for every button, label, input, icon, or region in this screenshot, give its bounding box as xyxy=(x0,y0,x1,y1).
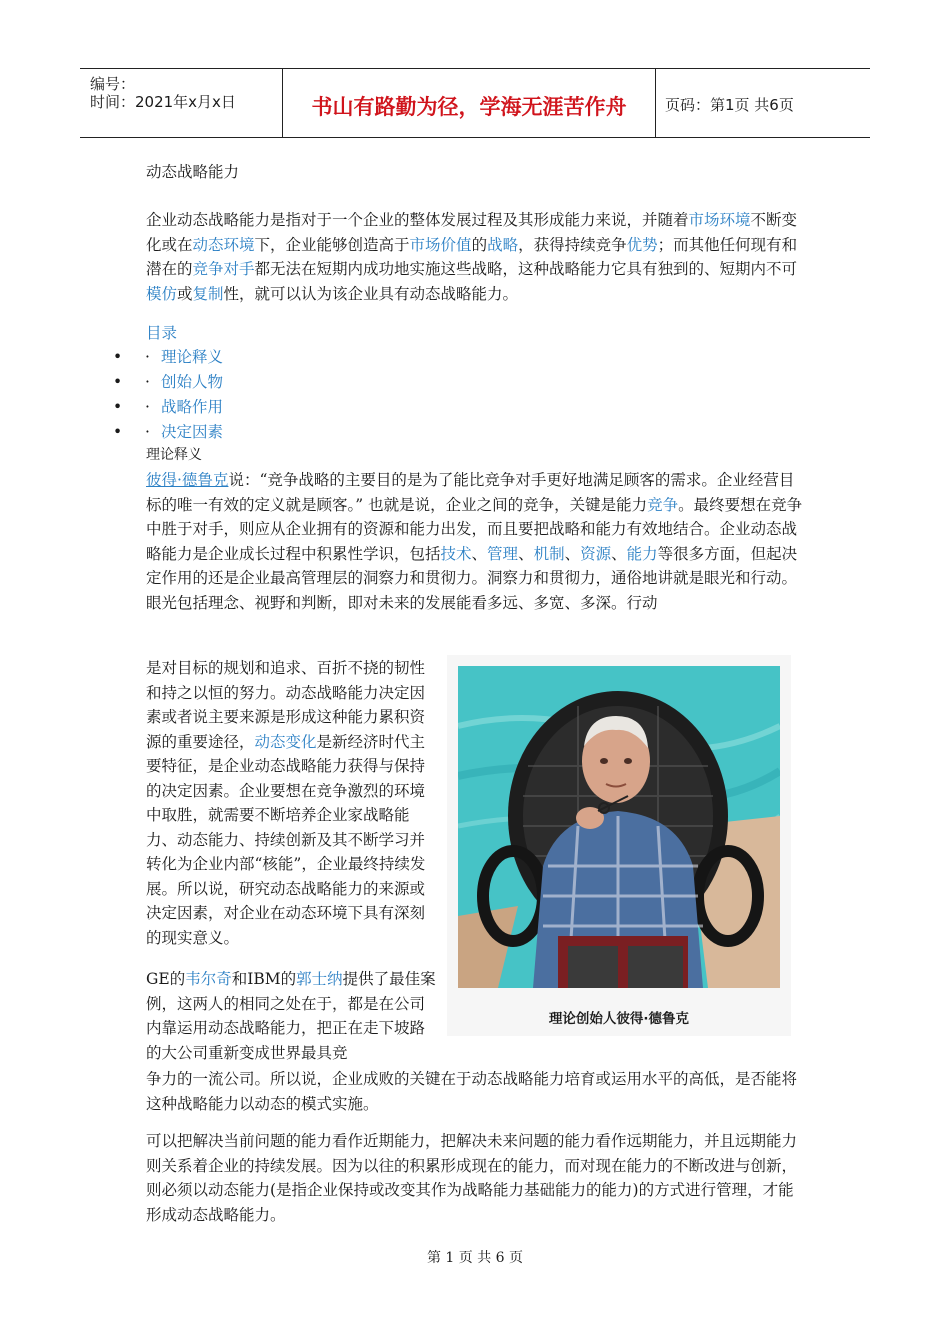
text-run: 是新经济时代主要特征，是企业动态战略能力获得与保持的决定因素。企业要想在竞争激烈的环境中取胜，就需要不断培养企业家战略能力、动态能力、持续创新及其不断学习并转化为企业内部“核能”，企业最终持续发展。所以说，研究动态战略能力的来源或决定因素，对企业在动态环境下具有深刻的现实意义。 xyxy=(146,732,426,947)
inline-link[interactable]: 资源 xyxy=(580,544,612,563)
toc-dot: · xyxy=(145,348,150,366)
wrapped-paragraph xyxy=(146,656,436,950)
case-paragraph-continued: 争力的一流公司。所以说，企业成败的关键在于动态战略能力培育或运用水平的高低，是否能将这种战略能力以动态的模式实施。 xyxy=(146,1070,798,1113)
inline-link[interactable]: 韦尔奇 xyxy=(185,970,232,988)
inline-link[interactable]: 管理 xyxy=(487,544,519,563)
header-left-cell xyxy=(80,69,282,137)
case-paragraph xyxy=(146,967,436,1065)
doc-time-label: 时间：2021年x月x日 xyxy=(90,93,236,111)
inline-link[interactable]: 复制 xyxy=(192,284,224,303)
header-motto-cell xyxy=(282,69,656,137)
text-run: ，获得持续竞争 xyxy=(518,235,627,254)
inline-link[interactable]: 机制 xyxy=(533,544,565,563)
text-run: 企业动态战略能力是指对于一个企业的整体发展过程及其形成能力来说，并随着 xyxy=(146,211,689,229)
text-run: 说：“竞争战略的主要目的是为了能比竞争对手更好地满足顾客的需求。企业经营目标的唯一有效的定义就是顾客。” 也就是说，企业之间的竞争，关键是能力 xyxy=(146,471,795,514)
header-page-info: 页码：第1页 共6页 xyxy=(665,96,794,114)
inline-link[interactable]: 竞争对手 xyxy=(192,260,255,278)
inline-link[interactable]: 战略 xyxy=(487,235,519,254)
text-run: 下，企业能够创造高于 xyxy=(254,235,410,254)
text-run: 和IBM的 xyxy=(231,970,297,988)
inline-link[interactable]: 能力 xyxy=(626,544,658,563)
text-run: 提供了最佳案例，这两人的相同之处在于，都是在公司内靠运用动态战略能力，把正在走下坡路的大公司重新变成世界最具竞 xyxy=(146,970,436,1062)
toc-item[interactable] xyxy=(113,370,223,395)
photo-caption: 理论创始人彼得·德鲁克 xyxy=(548,1011,690,1027)
header-motto: 书山有路勤为径，学海无涯苦作舟 xyxy=(311,95,627,119)
inline-link[interactable]: 动态变化 xyxy=(254,732,317,751)
toc-dot: · xyxy=(145,398,150,416)
inline-link[interactable]: 优势 xyxy=(626,235,658,254)
inline-link[interactable]: 模仿 xyxy=(146,284,178,303)
text-run: 的 xyxy=(471,235,488,254)
toc-item[interactable] xyxy=(113,395,223,420)
page-footer: 第 1 页 共 6 页 xyxy=(426,1250,524,1266)
toc-link-4[interactable]: 决定因素 xyxy=(161,423,224,441)
theory-paragraph xyxy=(146,468,806,615)
bullet-icon: • xyxy=(113,348,123,366)
text-run: 性，就可以认为该企业具有动态战略能力。 xyxy=(223,284,519,303)
inline-link[interactable]: 郭士纳 xyxy=(296,970,343,988)
toc-item[interactable] xyxy=(113,420,223,445)
bullet-icon: • xyxy=(113,423,123,441)
text-run: 、 xyxy=(611,544,627,563)
toc-link-1[interactable]: 理论释义 xyxy=(161,348,224,366)
toc-item[interactable] xyxy=(113,345,223,370)
text-run: GE的 xyxy=(146,970,186,988)
inline-link[interactable]: 技术 xyxy=(440,544,472,563)
document-header xyxy=(80,68,870,138)
inline-link[interactable]: 动态环境 xyxy=(192,235,255,254)
toc-title[interactable]: 目录 xyxy=(146,324,178,342)
toc-dot: · xyxy=(145,423,150,441)
bullet-icon: • xyxy=(113,398,123,416)
text-run: 、 xyxy=(471,544,488,563)
text-run: 不断变化或在 xyxy=(146,211,798,254)
doc-number-label: 编号： xyxy=(90,75,136,93)
inline-link[interactable]: 市场环境 xyxy=(688,211,751,229)
inline-link[interactable]: 彼得·德鲁克 xyxy=(146,471,229,489)
page-title: 动态战略能力 xyxy=(146,163,240,181)
text-run: 是对目标的规划和追求、百折不挠的韧性和持之以恒的努力。动态战略能力决定因素或者说主要来源是形成这种能力累积资源的重要途径， xyxy=(146,659,426,751)
capability-paragraph: 可以把解决当前问题的能力看作近期能力，把解决未来问题的能力看作远期能力，并且远期能力则关系着企业的持续发展。因为以往的积累形成现在的能力，而对现在能力的不断改进与创新，则必须以动态能力(是指企业保持或改变其作为战略能力基础能力的能力)的方式进行管理，才能形成动态战略能力。 xyxy=(146,1132,798,1224)
inline-link[interactable]: 市场价值 xyxy=(409,235,472,254)
drucker-photo xyxy=(458,666,780,988)
text-run: 、 xyxy=(564,544,581,563)
toc-link-3[interactable]: 战略作用 xyxy=(161,398,224,416)
text-run: 、 xyxy=(518,544,534,563)
text-run: 等很多方面，但起决定作用的还是企业最高管理层的洞察力和贯彻力。洞察力和贯彻力，通俗地讲就是眼光和行动。眼光包括理念、视野和判断，即对未来的发展能看多远、多宽、多深。行动 xyxy=(146,544,798,612)
text-run: ；而其他任何现有和潜在的 xyxy=(146,235,798,278)
text-run: 。最终要想在竞争中胜于对手，则应从企业拥有的资源和能力出发，而且要把战略和能力有效地结合。企业动态战略能力是企业成长过程中积累性学识，包括 xyxy=(146,495,803,563)
bullet-icon: • xyxy=(113,373,123,391)
inline-link[interactable]: 竞争 xyxy=(647,495,679,514)
photo-figure xyxy=(447,655,791,1036)
toc-link-2[interactable]: 创始人物 xyxy=(161,373,224,391)
header-page-cell xyxy=(655,69,870,137)
text-run: 或 xyxy=(177,284,193,303)
intro-paragraph xyxy=(146,208,806,306)
section-label: 理论释义 xyxy=(146,447,202,463)
toc-dot: · xyxy=(145,373,150,391)
text-run: 都无法在短期内成功地实施这些战略，这种战略能力它具有独到的、短期内不可 xyxy=(254,260,798,278)
